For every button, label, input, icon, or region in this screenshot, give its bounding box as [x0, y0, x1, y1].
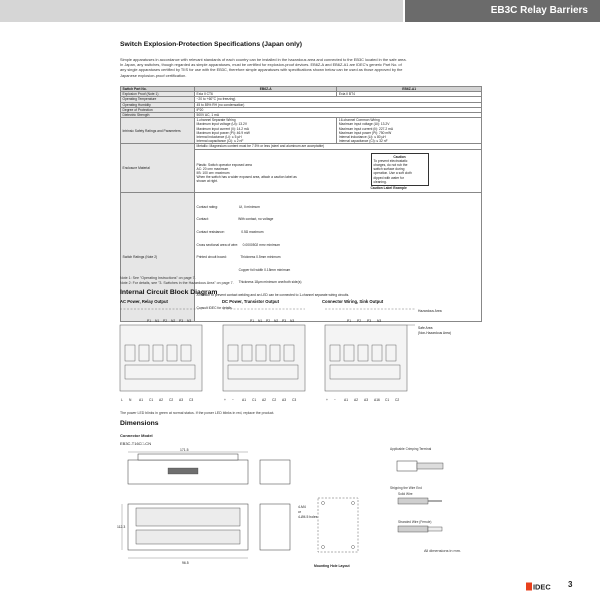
hazardous-area-label: Hazardous Area — [418, 309, 442, 313]
caution-title: Caution — [393, 154, 406, 159]
intrinsic-b-line: Maximum input current (Ii): 227.2 mA — [338, 126, 394, 131]
intrinsic-b-line: Maximum input power (Pi): 750 mW — [338, 130, 392, 135]
terminal-label: N1 — [258, 319, 263, 323]
intrinsic-b-line: Internal capacitance (Ci): ≤ 32 nF — [338, 139, 388, 144]
rating-line: Contact resistance: 0.5Ω maximum — [196, 229, 264, 234]
caution-line: dipped with water for — [373, 175, 404, 180]
rating-line: Consult IDEC for details. — [196, 305, 233, 310]
table-note: Note 2: For details, see "3. Switches in the Hazardous Area" on page 7. — [120, 281, 234, 285]
enclosure-line: When the switch has a wider exposed area, attach a caution label as — [196, 175, 297, 180]
terminal-label: C2 — [169, 398, 174, 402]
rating-line: Cross sectional area of wire: 0.0000502 mm² minimum — [196, 242, 281, 247]
table-row — [121, 144, 482, 193]
diagram-dc-transistor — [223, 309, 305, 402]
rating-line: Contact: With contact, no voltage — [196, 217, 274, 222]
solid-wire-label: Solid Wire — [398, 492, 413, 496]
terminal-label: P3 — [282, 319, 287, 323]
table-cell: EB6Z-A — [195, 87, 337, 92]
logo-text: IDEC — [533, 582, 551, 592]
terminal-label: P2 — [357, 319, 362, 323]
caution-line: cleaning. — [373, 179, 387, 184]
enclosure-line: AC: 20 cm² maximum — [196, 166, 229, 171]
idec-logo — [526, 582, 552, 591]
table-cell: Switch Ratings (Note 2) — [121, 193, 195, 322]
terminal-label: N — [129, 398, 132, 402]
terminal-label: P2 — [266, 319, 271, 323]
intrinsic-a-line: Internal inductance (Li): ≤ 5 µH — [196, 135, 242, 140]
dimension-value: 171.5 — [180, 448, 189, 452]
table-cell: Exia II BT4 — [337, 92, 482, 97]
intrinsic-a-line: Internal capacitance (Ci): ≤ 2 nF — [196, 139, 244, 144]
diagram-connector-sink — [325, 309, 451, 402]
enclosure-line: shown at right. — [196, 179, 218, 184]
intrinsic-a-line: 1-channel Separate Wiring — [196, 118, 236, 123]
table-cell: Switch Part No. — [121, 87, 195, 92]
crimp-terminal-drawing — [395, 455, 455, 477]
intrinsic-a-line: Maximum input power (Pi): 46.9 mW — [196, 130, 250, 135]
table-cell: Degree of Protection — [121, 107, 195, 112]
terminal-label: N3 — [187, 319, 192, 323]
terminal-label: A1 — [344, 398, 349, 402]
stranded-wire-label: Stranded Wire (Ferrule) — [398, 520, 432, 524]
terminal-label: C1 — [252, 398, 257, 402]
enclosure-plastic-text — [197, 153, 337, 191]
terminal-label: A2 — [354, 398, 359, 402]
diagram-title-connector-sink: Connector Wiring, Sink Output — [322, 299, 384, 304]
terminal-label: P3 — [179, 319, 184, 323]
table-cell: Explosion Proof (Note 1) — [121, 92, 195, 97]
terminal-label: A3 — [179, 398, 184, 402]
safe-area-sub-label: (Non-Hazardous Area) — [418, 331, 451, 335]
rating-line: Contact rating: Ui, Ii minimum — [196, 204, 260, 209]
intro-line: Japanese explosion-proof certification. — [120, 72, 187, 78]
diagram-title-ac-relay: AC Power, Relay Output — [120, 299, 168, 304]
rating-line: Printed circuit board: Thickness 0.5mm minimum — [196, 255, 281, 260]
page-number: 3 — [568, 580, 573, 589]
intrinsic-a-line: Maximum input voltage (Ui): 13.2V — [196, 122, 248, 127]
header-grey-band — [0, 0, 403, 22]
terminal-label: A1 — [139, 398, 144, 402]
table-cell: Operating Humidity — [121, 102, 195, 107]
terminal-label: C2 — [395, 398, 400, 402]
model-number: EB3C-T16C□-CN — [120, 441, 152, 446]
rating-line: Copper foil width 0.15mm minimum — [196, 267, 291, 272]
terminal-label: N2 — [171, 319, 176, 323]
mounting-hole-label: Mounting Hole Layout — [314, 564, 350, 568]
solid-wire-drawing — [398, 497, 444, 505]
strip-wire-title: Stripping the Wire End — [390, 486, 422, 490]
terminal-label: C3 — [292, 398, 297, 402]
table-cell: Exia II CT6 — [195, 92, 337, 97]
caution-line: charges, do not rub the — [373, 163, 408, 168]
terminal-label: C1 — [385, 398, 390, 402]
terminal-label: N3 — [290, 319, 295, 323]
table-row — [121, 193, 482, 322]
table-cell: 500V AC, 1 mA — [195, 113, 482, 118]
intro-line: In Japan, any switches, though regarded as simple apparatuses, must be certified for explosion-proof devices. EB6Z-A and EB6Z-A1 are IDEC's generic Part No. of — [120, 62, 402, 68]
terminal-label: A2 — [262, 398, 267, 402]
dimension-value: 4-Ø4.5 holes — [298, 515, 318, 519]
terminal-label: A1 — [242, 398, 247, 402]
enclosure-metallic-line: Metallic: Magnesium content must be 7.5% or less (steel and aluminum are acceptable) — [195, 144, 481, 149]
caution-line: switch surface during — [373, 167, 405, 172]
table-cell: Intrinsic Safety Ratings and Parameters — [121, 118, 195, 144]
section-title-explosion: Switch Explosion-Protection Specifications (Japan only) — [120, 41, 303, 48]
table-cell: Operating Temperature — [121, 97, 195, 102]
table-cell — [337, 118, 482, 144]
table-cell — [195, 118, 337, 144]
caution-caption: Caution Label Example — [370, 186, 407, 191]
enclosure-line: IIB: 100 cm² maximum — [196, 171, 230, 176]
enclosure-plastic-block — [195, 150, 481, 193]
terminal-label: A3 — [364, 398, 369, 402]
terminal-label: L — [121, 398, 123, 402]
terminal-label: P1 — [147, 319, 152, 323]
terminal-label: P1 — [250, 319, 255, 323]
diagram-caption: The power LED blinks in green at normal status. If the power LED blinks in red, replace the product. — [120, 411, 275, 415]
terminal-label: N3 — [377, 319, 382, 323]
intro-paragraph — [120, 57, 480, 78]
terminal-label: N2 — [274, 319, 279, 323]
terminal-label: P2 — [163, 319, 168, 323]
caution-label — [371, 153, 429, 186]
table-note: Note 1: See "Operating Instructions" on page 7. — [120, 276, 196, 280]
intrinsic-b-line: 16-channel Common Wiring — [338, 118, 380, 123]
terminal-label: A2 — [159, 398, 164, 402]
dimension-drawing — [118, 448, 378, 570]
circuit-block-diagram — [115, 305, 485, 411]
intrinsic-b-line: Internal inductance (Li): ≤ 80 µH — [338, 135, 386, 140]
terminal-label: P1 — [347, 319, 352, 323]
page-header — [0, 0, 600, 22]
stranded-wire-drawing — [398, 525, 444, 533]
terminal-label: C2 — [272, 398, 277, 402]
terminal-label: N1 — [155, 319, 160, 323]
table-cell: −20 to +60°C (no freezing) — [195, 97, 482, 102]
section-title-circuit: Internal Circuit Block Diagram — [120, 289, 218, 296]
terminal-label: C1 — [149, 398, 154, 402]
diagram-title-dc-transistor: DC Power, Transistor Output — [222, 299, 280, 304]
table-row — [121, 118, 482, 144]
intro-line: any single apparatuses certified by TIIS for use with the EB3C, therefore simple apparatuses with specifications shown below can be used as those approved by the — [120, 67, 403, 73]
terminal-label: − — [232, 398, 234, 402]
rating-line: A resistor to prevent contact welding and an LED can be connected to 1-channel separate wiring circuits. — [196, 292, 350, 297]
table-cell: Dielectric Strength — [121, 113, 195, 118]
header-title: EB3C Relay Barriers — [405, 0, 600, 22]
terminal-label: + — [224, 398, 226, 402]
dimension-value: 96.5 — [182, 561, 189, 565]
table-notes — [120, 276, 234, 286]
intro-line: Simple apparatuses in accordance with relevant standards of each country can be installed in the hazardous area and connected to the EB3C located in the safe area. — [120, 57, 407, 62]
rating-line: Thickness 18µm minimum one/both side(s) — [196, 280, 302, 285]
terminal-label: A3 — [282, 398, 287, 402]
dimension-value: 112.3 — [117, 525, 126, 529]
dimensions-note: All dimensions in mm. — [424, 549, 461, 553]
section-title-dimensions: Dimensions — [120, 420, 159, 427]
connector-model-subtitle: Connector Model — [120, 433, 153, 438]
safe-area-label: Safe Area — [418, 326, 433, 330]
dimension-value: or — [298, 510, 302, 514]
table-cell: 45 to 85% RH (no condensation) — [195, 102, 482, 107]
intrinsic-a-line: Maximum input current (Ii): 14.2 mA — [196, 126, 249, 131]
caution-line: operation. Use a soft cloth — [373, 171, 412, 176]
terminal-label: P3 — [367, 319, 372, 323]
table-cell: EB6Z-A1 — [337, 87, 482, 92]
table-cell: IP20 — [195, 107, 482, 112]
caution-line: To prevent electrostatic — [373, 158, 408, 163]
table-cell — [195, 144, 482, 193]
caution-label-wrap — [371, 153, 429, 191]
spec-table — [120, 86, 482, 322]
table-cell: Enclosure Material — [121, 144, 195, 193]
terminal-label: C3 — [189, 398, 194, 402]
terminal-label: + — [326, 398, 328, 402]
diagram-ac-relay — [120, 309, 202, 402]
dimension-value: 4-M4 — [298, 505, 306, 509]
terminal-label: A16 — [374, 398, 380, 402]
crimp-terminal-title: Applicable Crimping Terminal — [390, 447, 432, 451]
terminal-label: − — [334, 398, 336, 402]
enclosure-line: Plastic: Switch operator exposed area — [196, 162, 252, 167]
intrinsic-b-line: Maximum input voltage (Ui): 13.2V — [338, 122, 390, 127]
